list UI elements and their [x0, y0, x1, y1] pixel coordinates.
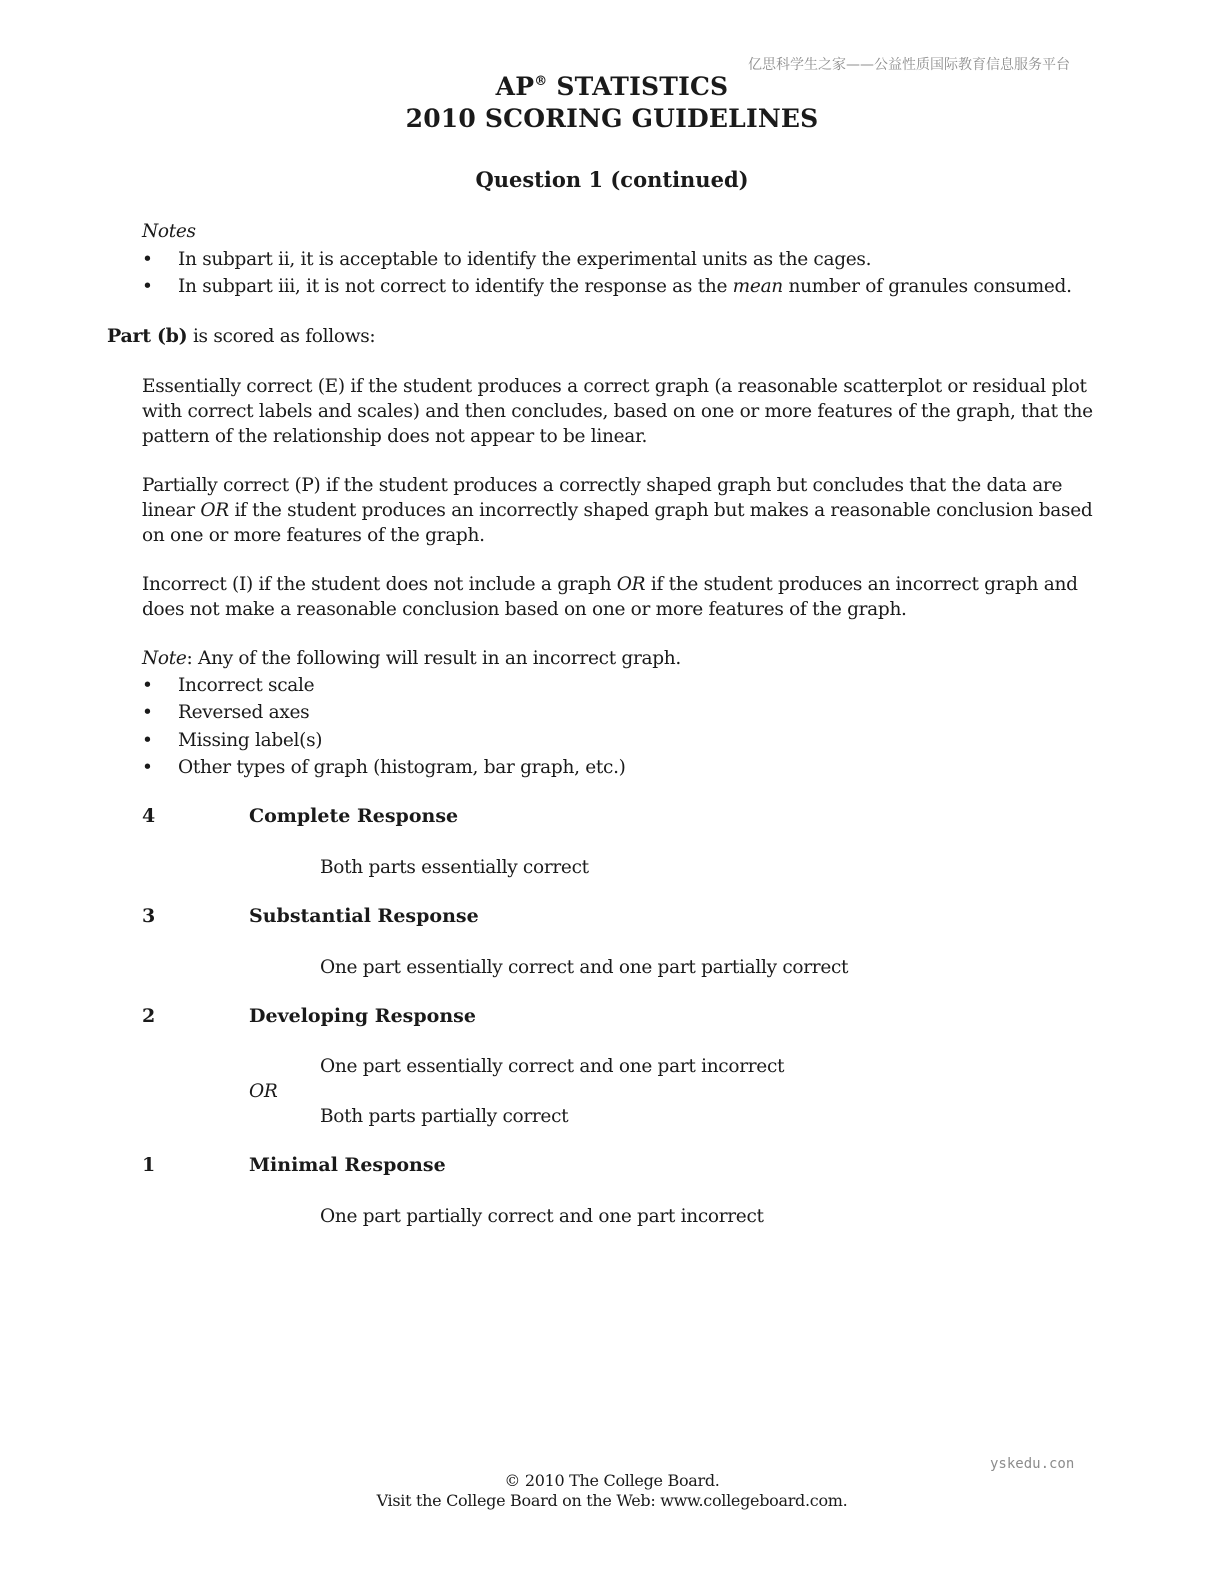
score-or: OR: [249, 1081, 278, 1102]
score-number: 3: [142, 905, 156, 927]
footer-link: Visit the College Board on the Web: www.collegeboard.com.: [376, 1491, 848, 1510]
score-description: Both parts essentially correct: [320, 857, 589, 878]
score-label: Developing Response: [249, 1005, 476, 1027]
note-item: • Other types of graph (histogram, bar graph, etc.): [142, 757, 626, 778]
bullet-icon: •: [142, 276, 153, 297]
note-item: • Missing label(s): [142, 730, 323, 751]
notes-item: • In subpart ii, it is acceptable to identify the experimental units as the cages.: [142, 249, 872, 270]
title-ap: AP: [495, 72, 535, 101]
bullet-icon: •: [142, 675, 153, 696]
score-number: 1: [142, 1154, 156, 1176]
bullet-icon: •: [142, 757, 153, 778]
score-description: One part partially correct and one part incorrect: [320, 1206, 764, 1227]
question-heading: Question 1 (continued): [475, 167, 749, 192]
score-description: One part essentially correct and one part incorrect: [320, 1056, 785, 1077]
essentially-correct-paragraph: Essentially correct (E) if the student produces a correct graph (a reasonable scatterplot or residual plot with correct labels and scales) and then concludes, based on one or more features of the graph, that the pattern of the relationship does not appear to be linear.: [142, 376, 1093, 447]
score-description: One part essentially correct and one part partially correct: [320, 957, 849, 978]
title-statistics: STATISTICS: [547, 72, 729, 101]
score-number: 2: [142, 1005, 156, 1027]
notes-item: • In subpart iii, it is not correct to identify the response as the mean number of granules consumed.: [142, 276, 1072, 297]
page-title: [0, 72, 1224, 101]
note-line: Note: Any of the following will result in an incorrect graph.: [142, 648, 681, 669]
registered-mark: ®: [534, 74, 548, 89]
incorrect-paragraph: Incorrect (I) if the student does not include a graph OR if the student produces an incorrect graph and does not make a reasonable conclusion based on one or more features of the graph.: [142, 574, 1078, 620]
part-b-heading: Part (b) is scored as follows:: [107, 325, 376, 347]
score-label: Minimal Response: [249, 1154, 446, 1176]
watermark-top: 亿思科学生之家——公益性质国际教育信息服务平台: [748, 57, 1070, 73]
note-item: • Incorrect scale: [142, 675, 315, 696]
bullet-icon: •: [142, 730, 153, 751]
footer-copyright: © 2010 The College Board.: [504, 1471, 720, 1490]
bullet-icon: •: [142, 249, 153, 270]
score-number: 4: [142, 805, 156, 827]
partially-correct-paragraph: Partially correct (P) if the student produces a correctly shaped graph but concludes that the data are linear OR if the student produces an incorrectly shaped graph but makes a reasonable conclusion based on one or more features of the graph.: [142, 475, 1093, 546]
score-label: Substantial Response: [249, 905, 479, 927]
score-label: Complete Response: [249, 805, 459, 827]
notes-heading: Notes: [142, 221, 196, 242]
watermark-bottom: yskedu.con: [990, 1456, 1075, 1472]
page-subtitle-guidelines: 2010 SCORING GUIDELINES: [405, 104, 819, 133]
bullet-icon: •: [142, 702, 153, 723]
score-description-alt: Both parts partially correct: [320, 1106, 569, 1127]
note-item: • Reversed axes: [142, 702, 310, 723]
